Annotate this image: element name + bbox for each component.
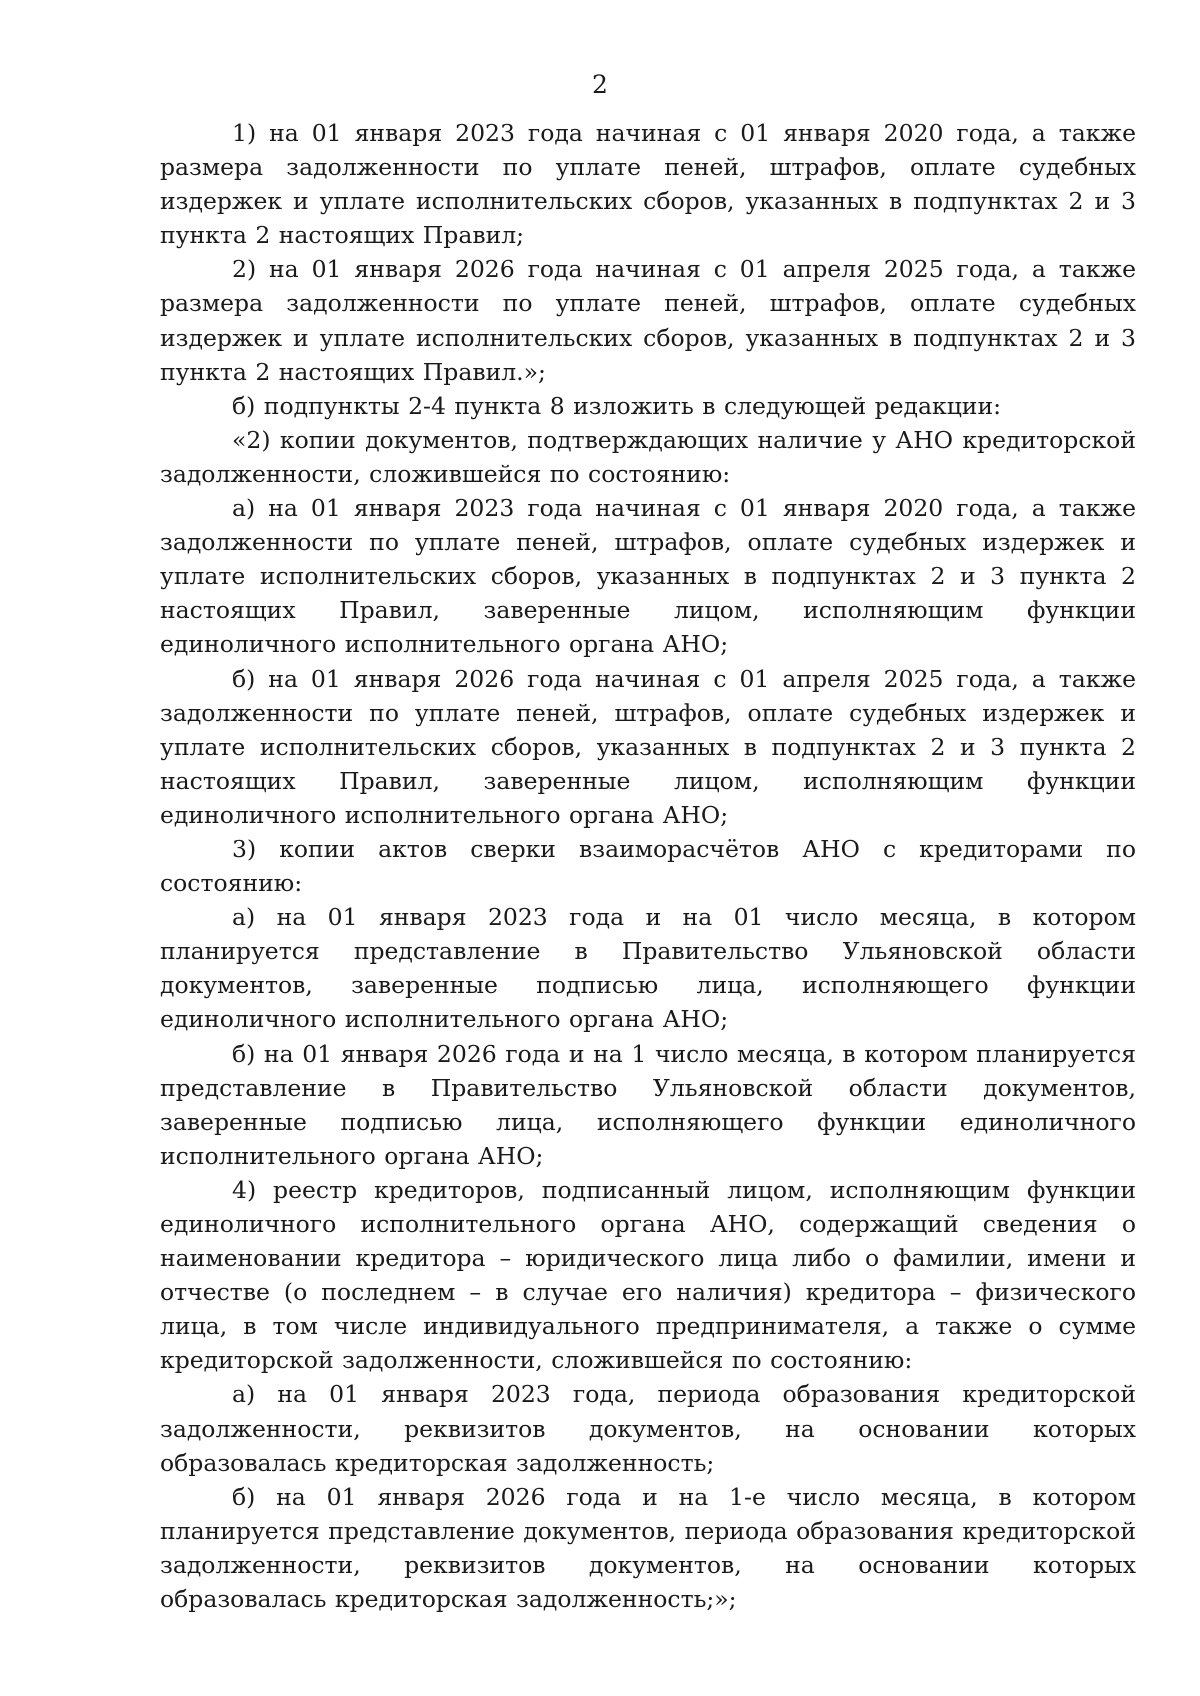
document-body	[160, 116, 1136, 1616]
paragraph-7: 3) копии актов сверки взаиморасчётов АНО с кредиторами по состоянию:	[160, 834, 1136, 898]
paragraph-11: а) на 01 января 2023 года, периода образования кредиторской задолженности, реквизитов документов, на основании которых образовалась кредиторская задолженность;	[160, 1380, 1136, 1477]
paragraph-9: б) на 01 января 2026 года и на 1 число месяца, в котором планируется представление в Правительство Ульяновской области документов, заверенные подписью лица, исполняющего функции единоличного исполнительного органа АНО;	[160, 1039, 1136, 1170]
paragraph-6: б) на 01 января 2026 года начиная с 01 апреля 2025 года, а также задолженности по уплате пеней, штрафов, оплате судебных издержек и уплате исполнительских сборов, указанных в подпунктах 2 и 3 пункта 2 настоящих Правил, заверенные лицом, исполняющим функции единоличного исполнительного органа АНО;	[160, 664, 1136, 829]
paragraph-4: «2) копии документов, подтверждающих наличие у АНО кредиторской задолженности, сложившейся по состоянию:	[160, 425, 1136, 488]
page-number: 2	[592, 70, 608, 99]
paragraph-3: б) подпункты 2-4 пункта 8 изложить в следующей редакции:	[232, 391, 1002, 420]
paragraph-10: 4) реестр кредиторов, подписанный лицом, исполняющим функции единоличного исполнительного органа АНО, содержащий сведения о наименовании кредитора – юридического лица либо о фамилии, имени и отчестве (о последнем – в случае его наличия) кредитора – физического лица, в том числе индивидуального предпринимателя, а также о сумме кредиторской задолженности, сложившейся по состоянию:	[160, 1175, 1136, 1375]
paragraph-2: 2) на 01 января 2026 года начиная с 01 апреля 2025 года, а также размера задолженности по уплате пеней, штрафов, оплате судебных издержек и уплате исполнительских сборов, указанных в подпунктах 2 и 3 пункта 2 настоящих Правил.»;	[160, 255, 1136, 386]
paragraph-5: а) на 01 января 2023 года начиная с 01 января 2020 года, а также задолженности по уплате пеней, штрафов, оплате судебных издержек и уплате исполнительских сборов, указанных в подпунктах 2 и 3 пункта 2 настоящих Правил, заверенные лицом, исполняющим функции единоличного исполнительного органа АНО;	[160, 494, 1136, 659]
paragraph-12: б) на 01 января 2026 года и на 1-е число месяца, в котором планируется представление документов, периода образования кредиторской задолженности, реквизитов документов, на основании которых образовалась кредиторская задолженность;»;	[160, 1482, 1136, 1614]
paragraph-8: а) на 01 января 2023 года и на 01 число месяца, в котором планируется представление в Правительство Ульяновской области документов, заверенные подписью лица, исполняющего функции единоличного исполнительного органа АНО;	[160, 903, 1136, 1034]
paragraph-1: 1) на 01 января 2023 года начиная с 01 января 2020 года, а также размера задолженности по уплате пеней, штрафов, оплате судебных издержек и уплате исполнительских сборов, указанных в подпунктах 2 и 3 пункта 2 настоящих Правил;	[160, 119, 1136, 250]
